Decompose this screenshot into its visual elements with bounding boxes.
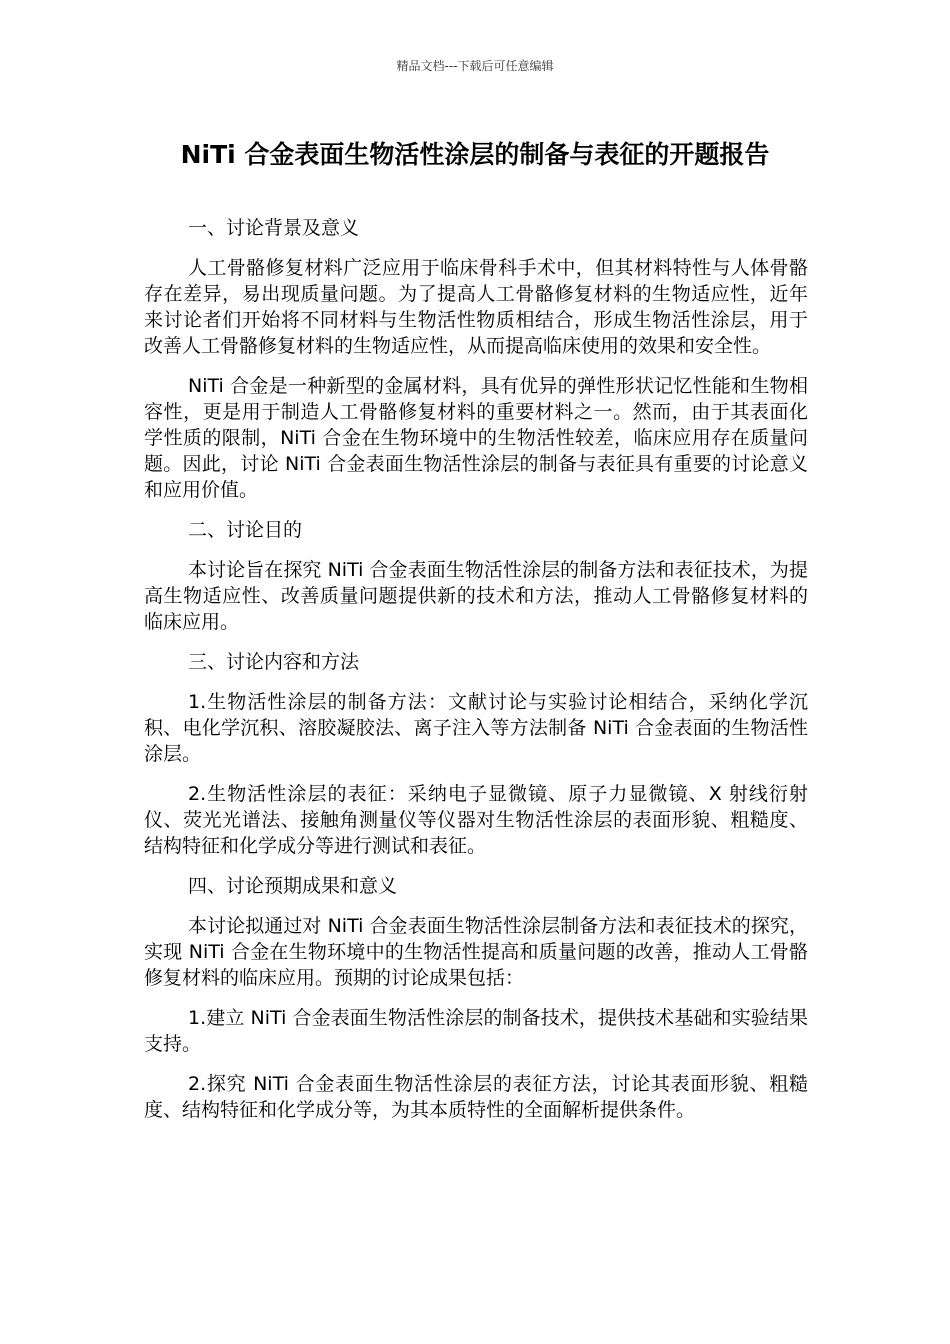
- paragraph-methods-2: 2.生物活性涂层的表征：采纳电子显微镜、原子力显微镜、X 射线衍射仪、荧光光谱法、接触角测量仪等仪器对生物活性涂层的表面形貌、粗糙度、结构特征和化学成分等进行测试和表征。: [144, 783, 808, 857]
- section-heading-purpose: 二、讨论目的: [188, 519, 303, 541]
- section-heading-background: 一、讨论背景及意义: [188, 217, 360, 239]
- paragraph-methods-1: 1.生物活性涂层的制备方法：文献讨论与实验讨论相结合，采纳化学沉积、电化学沉积、溶胶凝胶法、离子注入等方法制备 NiTi 合金表面的生物活性涂层。: [144, 691, 808, 765]
- document-title: NiTi 合金表面生物活性涂层的制备与表征的开题报告: [180, 140, 770, 169]
- paragraph-outcomes-1: 本讨论拟通过对 NiTi 合金表面生物活性涂层制备方法和表征技术的探究，实现 NiTi 合金在生物环境中的生物活性提高和质量问题的改善，推动人工骨骼修复材料的临床应用。预期的讨论成果包括：: [144, 915, 808, 989]
- paragraph-purpose-1: 本讨论旨在探究 NiTi 合金表面生物活性涂层的制备方法和表征技术，为提高生物适应性、改善质量问题提供新的技术和方法，推动人工骨骼修复材料的临床应用。: [144, 559, 808, 633]
- paragraph-outcomes-3: 2.探究 NiTi 合金表面生物活性涂层的表征方法，讨论其表面形貌、粗糙度、结构特征和化学成分等，为其本质特性的全面解析提供条件。: [144, 1073, 808, 1121]
- section-heading-outcomes: 四、讨论预期成果和意义: [188, 875, 398, 897]
- paragraph-outcomes-2: 1.建立 NiTi 合金表面生物活性涂层的制备技术，提供技术基础和实验结果支持。: [144, 1007, 808, 1055]
- paragraph-background-2: NiTi 合金是一种新型的金属材料，具有优异的弹性形状记忆性能和生物相容性，更是用于制造人工骨骼修复材料的重要材料之一。然而，由于其表面化学性质的限制，NiTi 合金在生物环境中的生物活性较差，临床应用存在质量问题。因此，讨论 NiTi 合金表面生物活性涂层的制备与表征具有重要的讨论意义和应用价值。: [144, 375, 808, 501]
- paragraph-background-1: 人工骨骼修复材料广泛应用于临床骨科手术中，但其材料特性与人体骨骼存在差异，易出现质量问题。为了提高人工骨骼修复材料的生物适应性，近年来讨论者们开始将不同材料与生物活性物质相结合，形成生物活性涂层，用于改善人工骨骼修复材料的生物适应性，从而提高临床使用的效果和安全性。: [144, 257, 808, 357]
- document-body: [144, 215, 808, 1137]
- section-heading-methods: 三、讨论内容和方法: [188, 651, 360, 673]
- header-note: 精品文档---下载后可任意编辑: [396, 59, 554, 73]
